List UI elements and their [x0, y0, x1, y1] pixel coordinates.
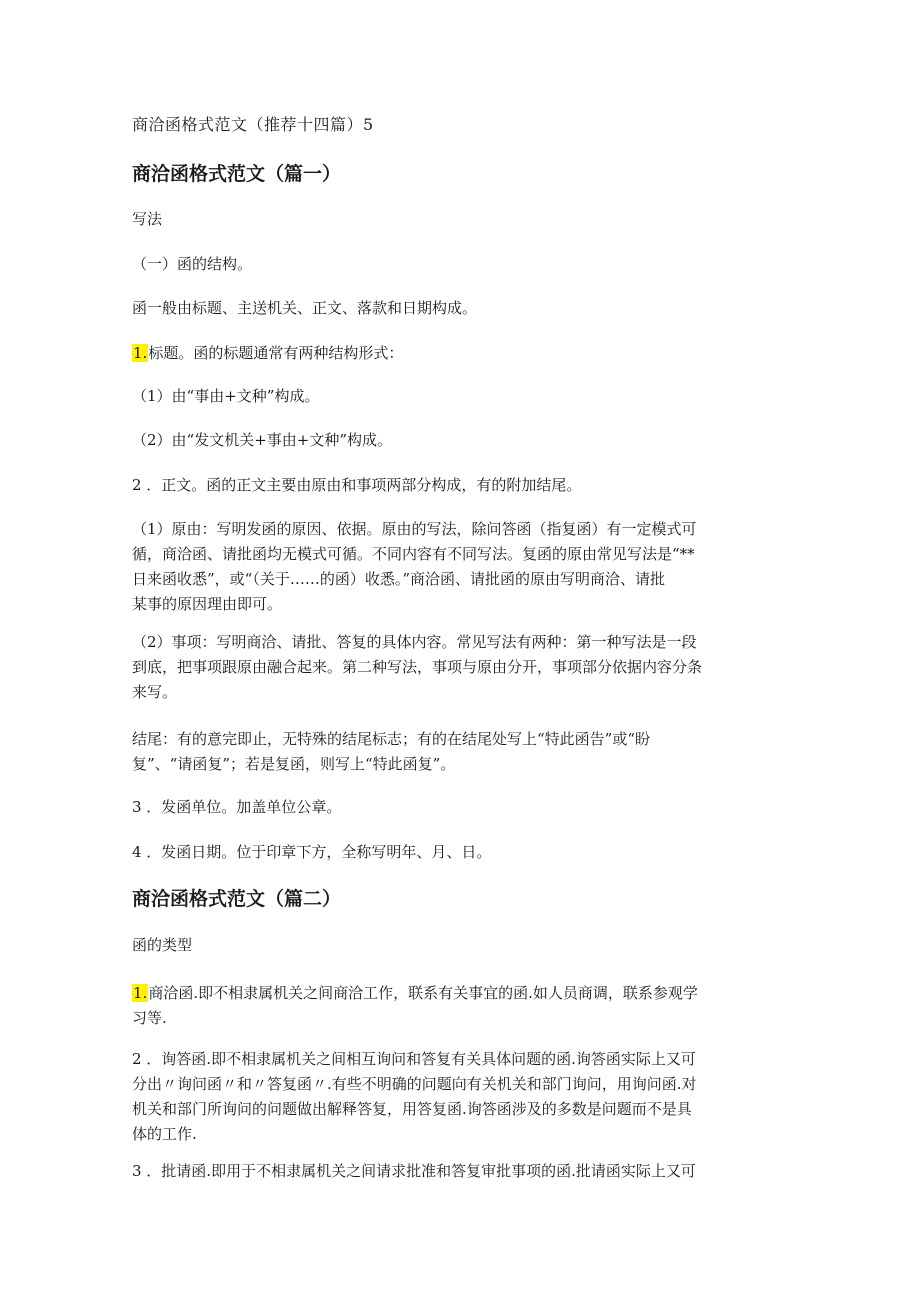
paragraph: [132, 981, 788, 1031]
paragraph: [132, 384, 788, 409]
paragraph: [132, 207, 788, 232]
paragraph: [132, 517, 788, 617]
paragraph: [132, 341, 788, 366]
section-heading-1: 商洽函格式范文（篇一）: [132, 163, 342, 185]
highlighted-list-marker: 1.: [133, 984, 148, 1002]
paragraph-line: 日来函收悉”，或“（关于……的函）收悉。”商洽函、请批函的原由写明商洽、请批: [132, 570, 666, 588]
paragraph: [132, 296, 788, 321]
paragraph-line: 2 ．询答函.即不相隶属机关之间相互询问和答复有关具体问题的函.询答函实际上又可: [132, 1050, 696, 1068]
highlighted-list-marker: 1.: [133, 344, 148, 362]
paragraph: [132, 795, 788, 820]
paragraph-line: 分出〃询问函〃和〃答复函〃.有些不明确的问题向有关机关和部门询问，用询问函.对: [132, 1075, 697, 1093]
paragraph-line: 机关和部门所询问的问题做出解释答复，用答复函.询答函涉及的多数是问题而不是具: [132, 1100, 692, 1118]
paragraph: [132, 840, 788, 865]
paragraph-line: 标题。函的标题通常有两种结构形式：: [148, 344, 404, 362]
paragraph: [132, 1047, 788, 1147]
paragraph-line: （2）事项：写明商洽、请批、答复的具体内容。常见写法有两种：第一种写法是一段: [132, 633, 697, 651]
paragraph: [132, 428, 788, 453]
paragraph-line: 某事的原因理由即可。: [132, 595, 283, 613]
paragraph-line: 复”、“请函复”；若是复函，则写上“特此函复”。: [132, 755, 456, 773]
paragraph: [132, 933, 788, 958]
paragraph: [132, 630, 788, 705]
paragraph: [132, 252, 788, 277]
paragraph: [132, 727, 788, 777]
paragraph-line: 到底，把事项跟原由融合起来。第二种写法，事项与原由分开，事项部分依据内容分条: [132, 658, 703, 676]
document-title: 商洽函格式范文（推荐十四篇）5: [132, 115, 374, 134]
paragraph-line: 来写。: [132, 683, 178, 701]
paragraph-line: 2 ．正文。函的正文主要由原由和事项两部分构成，有的附加结尾。: [132, 476, 582, 494]
paragraph: [132, 1159, 788, 1184]
paragraph-line: （1）由“事由+文种”构成。: [132, 387, 320, 405]
paragraph-line: 商洽函.即不相隶属机关之间商洽工作，联系有关事宜的函.如人员商调，联系参观学: [148, 984, 698, 1002]
paragraph-line: 写法: [132, 210, 163, 228]
paragraph-line: 4 ．发函日期。位于印章下方，全称写明年、月、日。: [132, 843, 492, 861]
paragraph-line: （1）原由：写明发函的原因、依据。原由的写法，除问答函（指复函）有一定模式可: [132, 520, 697, 538]
paragraph-line: 3 ．批请函.即用于不相隶属机关之间请求批准和答复审批事项的函.批请函实际上又可: [132, 1162, 696, 1180]
paragraph-line: 循，商洽函、请批函均无模式可循。不同内容有不同写法。复函的原由常见写法是“**: [132, 545, 695, 563]
paragraph-line: 习等.: [132, 1009, 167, 1027]
paragraph-line: 3 ．发函单位。加盖单位公章。: [132, 798, 342, 816]
paragraph-line: （一）函的结构。: [132, 255, 253, 273]
paragraph-line: 函的类型: [132, 936, 193, 954]
paragraph-line: （2）由“发文机关+事由+文种”构成。: [132, 431, 393, 449]
section-heading-2: 商洽函格式范文（篇二）: [132, 888, 342, 910]
paragraph-line: 函一般由标题、主送机关、正文、落款和日期构成。: [132, 299, 478, 317]
paragraph: [132, 473, 788, 498]
paragraph-line: 体的工作.: [132, 1125, 197, 1143]
paragraph-line: 结尾：有的意完即止，无特殊的结尾标志；有的在结尾处写上“特此函告”或“盼: [132, 730, 651, 748]
